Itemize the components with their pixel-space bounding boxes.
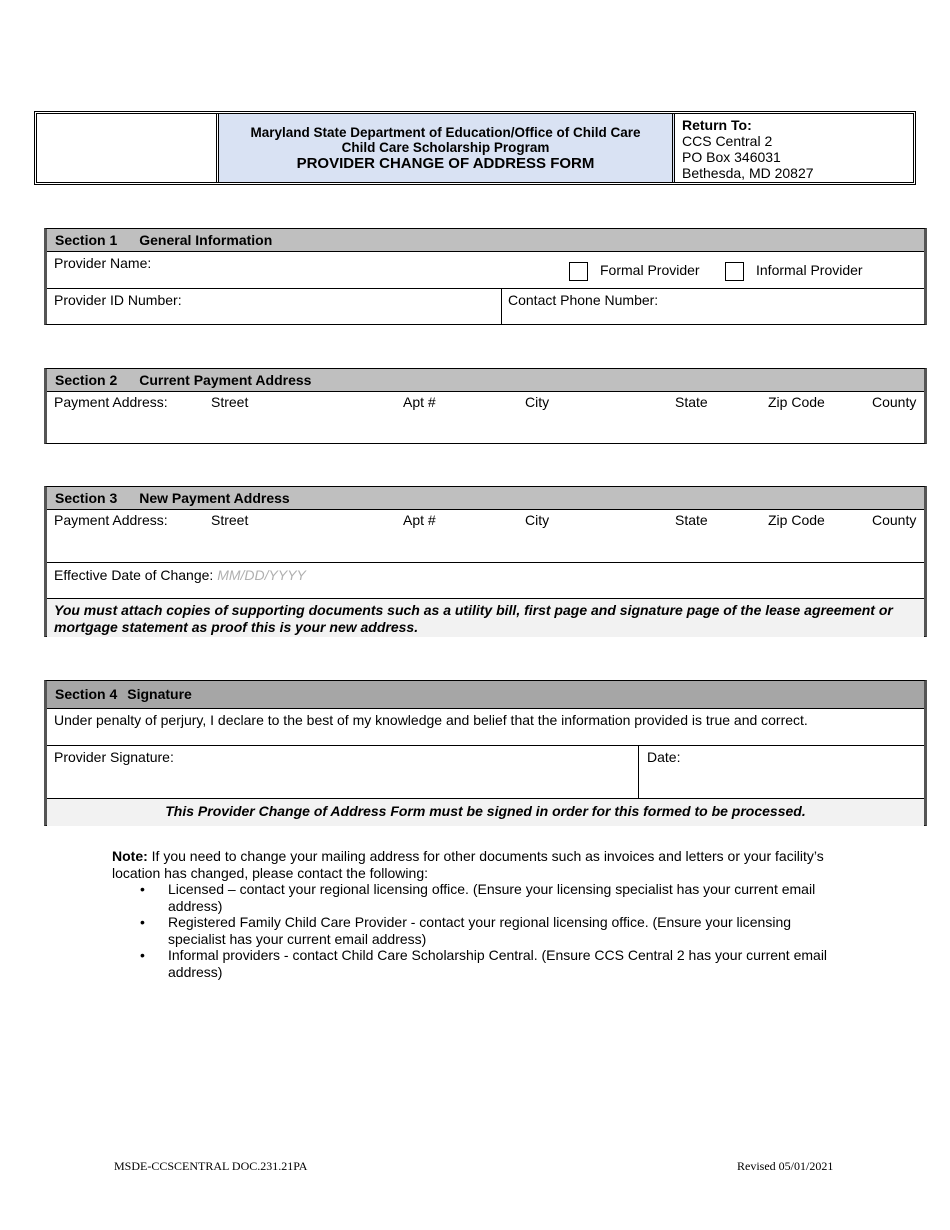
provider-id-field[interactable] <box>47 289 502 325</box>
note-block <box>112 848 832 980</box>
logo-area <box>37 114 219 182</box>
note-bullet: • Informal providers - contact Child Care Scholarship Central. (Ensure CCS Central 2 has your current email address) <box>140 947 828 980</box>
contact-phone-label: Contact Phone Number: <box>508 292 659 308</box>
formal-provider-option[interactable]: Formal Provider <box>569 262 700 281</box>
return-line: Bethesda, MD 20827 <box>682 165 814 181</box>
state-label: State <box>675 512 708 528</box>
section-4-header: Section 4 Signature <box>47 681 924 708</box>
provider-id-label: Provider ID Number: <box>54 292 182 308</box>
contact-phone-field[interactable] <box>502 289 924 325</box>
perjury-row <box>47 708 924 745</box>
apt-label: Apt # <box>403 394 436 410</box>
effective-date-input[interactable]: MM/DD/YYYY <box>217 567 306 583</box>
program-name: Child Care Scholarship Program <box>341 140 550 155</box>
signature-requirement-notice: This Provider Change of Address Form must be signed in order for this formed to be processed. <box>47 798 924 826</box>
section-1-header: Section 1 General Information <box>47 229 924 251</box>
payment-address-label: Payment Address: <box>54 394 168 410</box>
supporting-documents-notice: You must attach copies of supporting documents such as a utility bill, first page and signature page of the lease agreement or mortgage statement as proof this is your new address. <box>47 598 924 637</box>
state-label: State <box>675 394 708 410</box>
perjury-statement: Under penalty of perjury, I declare to the best of my knowledge and belief that the information provided is true and correct. <box>54 712 808 728</box>
effective-date-label: Effective Date of Change: <box>54 567 214 583</box>
provider-name-field[interactable] <box>47 251 924 288</box>
formal-provider-checkbox[interactable] <box>569 262 588 281</box>
effective-date-field[interactable] <box>47 562 924 598</box>
provider-signature-field[interactable] <box>47 746 639 798</box>
note-text: Note: If you need to change your mailing address for other documents such as invoices and letters or your facility’s location has changed, please contact the following: <box>112 848 824 881</box>
county-label: County <box>872 512 917 528</box>
return-to-label: Return To: <box>682 117 752 133</box>
revised-date: Revised 05/01/2021 <box>737 1159 834 1173</box>
section-4 <box>44 680 927 826</box>
form-header <box>34 111 916 185</box>
return-line: CCS Central 2 <box>682 133 773 149</box>
section-2-header: Section 2 Current Payment Address <box>47 369 924 391</box>
informal-provider-option[interactable]: Informal Provider <box>725 262 863 281</box>
form-title: PROVIDER CHANGE OF ADDRESS FORM <box>296 155 595 172</box>
document-id: MSDE-CCSCENTRAL DOC.231.21PA <box>114 1159 308 1173</box>
agency-name: Maryland State Department of Education/Office of Child Care <box>250 125 641 140</box>
section-2 <box>44 368 927 444</box>
informal-provider-checkbox[interactable] <box>725 262 744 281</box>
date-label: Date: <box>647 749 681 765</box>
signature-date-field[interactable] <box>639 746 924 798</box>
note-bullet: • Registered Family Child Care Provider - contact your regional licensing office. (Ensure your licensing specialist has your current email address) <box>140 914 792 947</box>
zip-label: Zip Code <box>768 394 825 410</box>
zip-label: Zip Code <box>768 512 825 528</box>
county-label: County <box>872 394 917 410</box>
current-payment-address-field[interactable] <box>47 391 924 444</box>
header-title-cell <box>219 114 675 182</box>
provider-name-label: Provider Name: <box>54 255 152 271</box>
signature-row <box>47 745 924 798</box>
apt-label: Apt # <box>403 512 436 528</box>
section-1 <box>44 228 927 325</box>
city-label: City <box>525 512 550 528</box>
city-label: City <box>525 394 550 410</box>
note-bullet: • Licensed – contact your regional licensing office. (Ensure your licensing specialist has your current email address) <box>140 881 816 914</box>
return-to <box>675 114 913 182</box>
id-phone-row <box>47 288 924 325</box>
signature-label: Provider Signature: <box>54 749 174 765</box>
section-3-header: Section 3 New Payment Address <box>47 487 924 509</box>
new-payment-address-field[interactable] <box>47 509 924 562</box>
street-label: Street <box>211 394 249 410</box>
section-3 <box>44 486 927 637</box>
street-label: Street <box>211 512 249 528</box>
payment-address-label: Payment Address: <box>54 512 168 528</box>
return-line: PO Box 346031 <box>682 149 781 165</box>
